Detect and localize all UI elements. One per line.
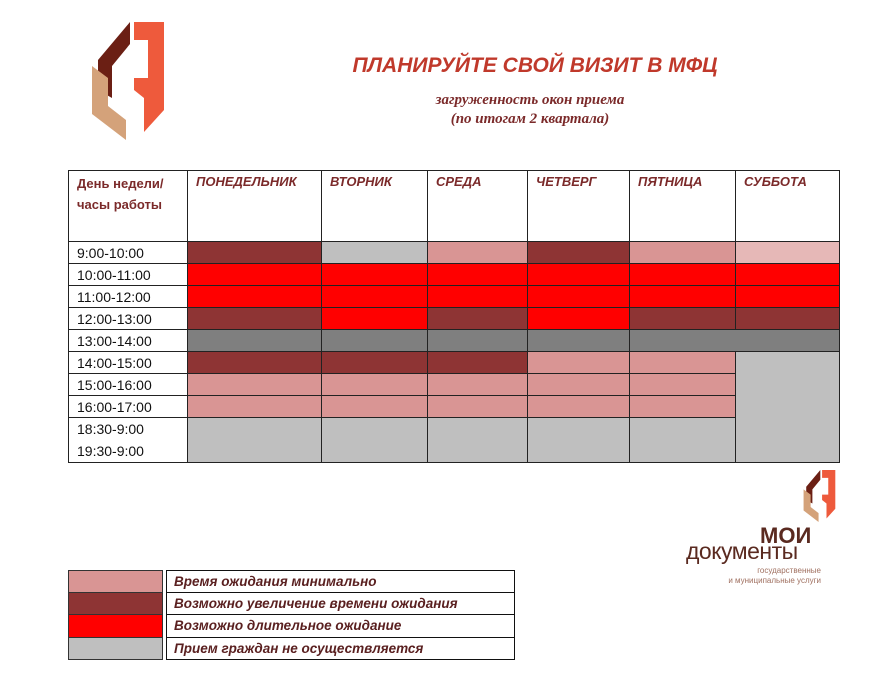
load-cell xyxy=(528,308,630,330)
load-cell xyxy=(188,352,322,374)
load-cell xyxy=(528,286,630,308)
legend-swatch xyxy=(68,638,163,661)
brand-moi: МОИ xyxy=(760,523,812,548)
load-cell xyxy=(188,308,322,330)
load-cell xyxy=(322,330,428,352)
legend-item xyxy=(68,638,515,661)
load-cell xyxy=(428,352,528,374)
time-slot: 13:00-14:00 xyxy=(69,330,188,352)
page-title: ПЛАНИРУЙТЕ СВОЙ ВИЗИТ В МФЦ xyxy=(352,54,718,77)
load-cell xyxy=(528,418,630,463)
legend-label: Возможно длительное ожидание xyxy=(166,615,515,638)
legend-label: Возможно увеличение времени ожидания xyxy=(166,593,515,616)
load-cell xyxy=(322,374,428,396)
load-cell xyxy=(528,330,630,352)
table-row xyxy=(69,242,840,264)
load-cell xyxy=(322,396,428,418)
load-cell xyxy=(528,352,630,374)
load-cell xyxy=(528,264,630,286)
load-cell xyxy=(188,286,322,308)
day-header: ПОНЕДЕЛЬНИК xyxy=(188,171,322,242)
load-cell xyxy=(188,374,322,396)
table-row xyxy=(69,352,840,374)
day-header: СРЕДА xyxy=(428,171,528,242)
load-cell xyxy=(428,374,528,396)
load-cell xyxy=(322,242,428,264)
legend-item xyxy=(68,593,515,616)
load-cell xyxy=(322,264,428,286)
day-header: ПЯТНИЦА xyxy=(630,171,736,242)
load-cell xyxy=(736,308,840,330)
time-slot: 12:00-13:00 xyxy=(69,308,188,330)
load-cell xyxy=(428,286,528,308)
table-row xyxy=(69,374,840,396)
load-cell xyxy=(322,418,428,463)
load-cell xyxy=(188,396,322,418)
brand-tagline xyxy=(728,566,821,586)
load-cell xyxy=(322,308,428,330)
load-cell xyxy=(428,418,528,463)
load-cell xyxy=(428,264,528,286)
legend-item xyxy=(68,570,515,593)
subtitle: загруженность окон приема xyxy=(435,92,625,108)
load-cell xyxy=(736,352,840,463)
period: (по итогам 2 квартала) xyxy=(450,111,610,127)
brand-tagline-2: и муниципальные услуги xyxy=(728,576,821,585)
brand-tagline-1: государственные xyxy=(757,566,821,575)
load-cell xyxy=(528,396,630,418)
table-row xyxy=(69,396,840,418)
load-cell xyxy=(188,418,322,463)
brand-documents: документы xyxy=(686,538,798,564)
table-row xyxy=(69,418,840,463)
day-header: ВТОРНИК xyxy=(322,171,428,242)
legend-label: Прием граждан не осуществляется xyxy=(166,638,515,661)
time-slot: 9:00-10:00 xyxy=(69,242,188,264)
load-cell xyxy=(630,352,736,374)
load-cell xyxy=(630,374,736,396)
load-cell xyxy=(188,264,322,286)
schedule-table xyxy=(68,170,840,463)
time-slot: 16:00-17:00 xyxy=(69,396,188,418)
load-cell xyxy=(528,242,630,264)
load-cell xyxy=(428,396,528,418)
load-cell xyxy=(188,330,322,352)
legend-swatch xyxy=(68,615,163,638)
mfc-logo-small xyxy=(800,470,838,522)
load-cell xyxy=(630,418,736,463)
load-cell xyxy=(736,264,840,286)
time-slot: 14:00-15:00 xyxy=(69,352,188,374)
load-cell xyxy=(188,242,322,264)
load-cell xyxy=(736,242,840,264)
load-cell xyxy=(322,286,428,308)
table-row xyxy=(69,308,840,330)
load-cell xyxy=(736,286,840,308)
day-header: ЧЕТВЕРГ xyxy=(528,171,630,242)
corner-header: День недели/часы работы xyxy=(69,171,188,242)
time-slot: 11:00-12:00 xyxy=(69,286,188,308)
load-cell xyxy=(630,308,736,330)
table-row xyxy=(69,264,840,286)
load-cell xyxy=(428,330,528,352)
legend-item xyxy=(68,615,515,638)
time-slot: 15:00-16:00 xyxy=(69,374,188,396)
table-row xyxy=(69,286,840,308)
load-cell xyxy=(630,242,736,264)
legend-swatch xyxy=(68,593,163,616)
load-cell xyxy=(322,352,428,374)
legend-label: Время ожидания минимально xyxy=(166,570,515,593)
time-slot: 10:00-11:00 xyxy=(69,264,188,286)
day-header: СУББОТА xyxy=(736,171,840,242)
load-cell xyxy=(528,374,630,396)
load-cell xyxy=(630,286,736,308)
time-slot: 18:30-9:00 19:30-9:00 xyxy=(69,418,188,463)
load-cell xyxy=(630,264,736,286)
load-cell xyxy=(428,242,528,264)
legend-swatch xyxy=(68,570,163,593)
load-cell xyxy=(630,396,736,418)
load-cell xyxy=(428,308,528,330)
table-row xyxy=(69,330,840,352)
legend xyxy=(68,570,515,660)
load-cell xyxy=(630,330,840,352)
mfc-logo-large xyxy=(88,22,166,140)
